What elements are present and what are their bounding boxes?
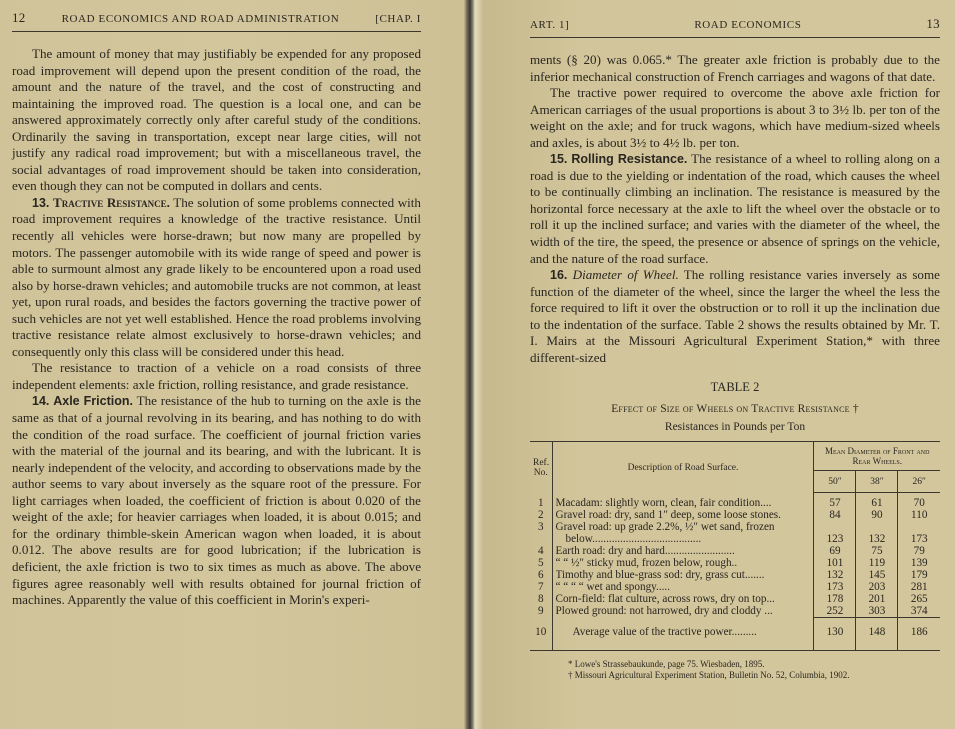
table-row <box>530 509 940 521</box>
section-14 <box>12 393 421 608</box>
table-row <box>530 493 940 510</box>
description-line: Gravel road: dry, sand 1″ deep, some loose stones. <box>555 509 781 522</box>
footnote-dagger: † Missouri Agricultural Experiment Station, Bulletin No. 52, Columbia, 1902. <box>568 670 850 681</box>
header-ref-no: Ref. No. <box>530 442 552 493</box>
resistance-value: 303 <box>856 605 898 618</box>
left-page <box>0 0 464 729</box>
road-surface-description <box>552 493 814 510</box>
average-value: 186 <box>898 618 940 651</box>
description-line: Macadam: slightly worn, clean, fair condition.... <box>555 496 772 509</box>
resistance-value: 75 <box>856 545 898 557</box>
resistance-value: 79 <box>913 545 925 558</box>
section-title: Tractive Resistance. <box>52 194 170 210</box>
table-caption: TABLE 2 <box>710 380 760 395</box>
description-line: “ “ ½″ sticky mud, frozen below, rough.. <box>555 557 738 570</box>
description-line: Corn-field: flat culture, across rows, dry on top... <box>555 593 775 606</box>
road-surface-description <box>552 521 814 545</box>
resistance-table <box>530 441 940 651</box>
resistance-value: 281 <box>910 581 928 594</box>
header-description: Description of Road Surface. <box>552 442 814 493</box>
section-text: The rolling resistance varies inversely as some function of the diameter of the wheel, since the larger the wheel the less the force required to lift it over the obstruction or to roll it up the inclination due to the indentation of the surface. Table 2 shows the results obtained by Mr. T. I. Mairs at the Missouri Agricultural Experiment Station,* with three different-sized <box>530 267 940 365</box>
description-line: Timothy and blue-grass sod: dry, grass cut....... <box>555 569 765 582</box>
table-row <box>530 593 940 605</box>
ref-number: 8 <box>530 593 552 605</box>
road-surface-description <box>552 593 814 605</box>
header-diameter-50: 50″ <box>814 471 856 493</box>
resistance-value: 119 <box>856 557 898 569</box>
section-number: 15. <box>550 152 568 167</box>
road-surface-description <box>552 581 814 593</box>
paragraph-tractive-power: The tractive power required to overcome the above axle friction for American carriages of the usual proportions is about 3 to 3½ lb. per ton of the weight on the axle; and for truck wagons, which have medium-sized wheels and axles, is about 3½ to 4½ lb. per ton. <box>530 85 940 150</box>
description-line: “ “ “ “ wet and spongy..... <box>555 581 671 594</box>
section-15 <box>530 151 940 267</box>
resistance-value: 374 <box>910 605 928 618</box>
section-16 <box>530 267 940 366</box>
running-head-right <box>530 16 940 38</box>
resistance-value: 179 <box>910 569 928 582</box>
table-row <box>530 581 940 593</box>
running-title-right: ROAD ECONOMICS <box>694 19 802 31</box>
resistance-value: 173 <box>814 581 856 593</box>
road-surface-description <box>552 557 814 569</box>
resistance-value: 70 <box>913 497 925 510</box>
resistance-value: 265 <box>910 593 928 606</box>
right-page <box>484 0 955 729</box>
page-number-left: 12 <box>12 10 26 25</box>
table-row-average <box>530 618 940 651</box>
table-row <box>530 557 940 569</box>
running-title-left: ROAD ECONOMICS AND ROAD ADMINISTRATION <box>61 13 340 25</box>
page-number-right: 13 <box>926 16 940 31</box>
table-2 <box>530 380 940 651</box>
resistance-value: 110 <box>911 509 928 522</box>
right-body-text <box>530 52 940 366</box>
book-gutter <box>464 0 484 729</box>
section-text: The resistance of the hub to turning on the axle is the same as that of a journal revolving in its bearing, and has nothing to do with the condition of the road surface. The coefficient of journal friction varies with the material of the journal and its bearing, and with the lubricant. It is nearly independent of the velocity, and according to observations made by the author seems to vary about inversely as the square root of the pressure. For light carriages when loaded, the coefficient of friction is about 0.020 of the weight of the axle; for heavier carriages when loaded, it is about 0.015; and for the ordinary thimble-skein American wagon when loaded, it is about 0.012. The above results are for good lubrication; if the lubrication is deficient, the axle friction is two to six times as much as above. The above figures agree reasonably well with results obtained for journal friction of machines. Apparently the value of this coefficient in Morin's experi- <box>12 393 421 608</box>
ref-number: 10 <box>530 618 552 651</box>
resistance-value: 69 <box>814 545 856 557</box>
table-body <box>530 493 940 651</box>
table-row <box>530 545 940 557</box>
section-number: 16. <box>550 268 568 283</box>
road-surface-description <box>552 605 814 618</box>
section-title: Rolling Resistance. <box>571 152 688 167</box>
section-number: 13. <box>32 195 50 210</box>
left-body-text <box>12 46 421 609</box>
description-line: Average value of the tractive power......... <box>572 625 757 638</box>
resistance-value: 132 <box>814 569 856 581</box>
section-13 <box>12 195 421 360</box>
table-row <box>530 521 940 545</box>
resistance-value: 178 <box>814 593 856 605</box>
description-line: Gravel road: up grade 2.2%, ½″ wet sand, frozen <box>555 521 775 534</box>
table-row <box>530 605 940 618</box>
table-title: Effect of Size of Wheels on Tractive Resistance † <box>611 403 859 416</box>
section-title: Axle Friction. <box>53 394 133 409</box>
header-mean-diameter: Mean Diameter of Front and Rear Wheels. <box>814 442 940 471</box>
footnotes <box>530 659 940 681</box>
ref-number: 6 <box>530 569 552 581</box>
road-surface-description <box>552 618 814 651</box>
paragraph-resistance-elements: The resistance to traction of a vehicle on a road consists of three independent elements: axle friction, rolling resistance, and grade resistance. <box>12 360 421 392</box>
description-line: Plowed ground: not harrowed, dry and cloddy ... <box>555 605 773 618</box>
section-text: The resistance of a wheel to rolling along on a road is due to the yielding or indentation of the road, which causes the wheel to be continually climbing an inclination. The resistance is measured by the horizontal force necessary at the axle to lift the wheel over the obstacle or to roll it up the inclined surface; and varies with the diameter of the wheel, the width of the tire, the speed, the presence or absence of springs on the vehicle, and the nature of the road surface. <box>530 151 940 266</box>
ref-number: 2 <box>530 509 552 521</box>
resistance-value: 173 <box>910 533 928 546</box>
section-title: Diameter of Wheel. <box>572 267 679 283</box>
resistance-value: 123 <box>814 521 856 545</box>
road-surface-description <box>552 569 814 581</box>
resistance-value: 61 <box>856 493 898 510</box>
resistance-value: 139 <box>910 557 928 570</box>
resistance-value: 57 <box>814 493 856 510</box>
ref-number: 4 <box>530 545 552 557</box>
section-text: The solution of some problems connected with road improvement requires a knowledge of the tractive resistance. Until recently all vehicles were horse-drawn; but now many are propelled by motors. The passenger automobile with its wide range of speed and power is able to surmount almost any grade likely to be encountered upon a road used also by horse-drawn vehicles; and automobile trucks are not common, at least yet, upon rural roads, and besides the factors governing the tractive power of such vehicles are not yet well established. Hence the road problems involving tractive resistance relate almost exclusively to horse-drawn vehicles; and consequently only this class will be considered under this head. <box>12 194 421 359</box>
footnote-asterisk: * Lowe's Strassebaukunde, page 75. Wiesbaden, 1895. <box>568 659 765 670</box>
average-value: 148 <box>856 618 898 651</box>
paragraph-road-improvement: The amount of money that may justifiably be expended for any proposed road improvement will depend upon the present condition of the road, the amount and the nature of the travel, and the cost of constructing and maintaining the improved road. The question is a local one, and can be answered approximately correctly only after careful study of the conditions. Ordinarily the saving in transportation, except near large cities, will not justify any radical road improvement; but with a miscellaneous travel, the social advantages of road improvement should be taken into consideration, even though they can not be computed in dollars and cents. <box>12 46 421 194</box>
resistance-value: 201 <box>856 593 898 605</box>
ref-number: 1 <box>530 493 552 510</box>
resistance-value: 90 <box>856 509 898 521</box>
header-diameter-38: 38″ <box>856 471 898 493</box>
running-head-left <box>12 10 421 32</box>
average-value: 130 <box>814 618 856 651</box>
resistance-value: 101 <box>814 557 856 569</box>
resistance-value: 145 <box>856 569 898 581</box>
table-row <box>530 569 940 581</box>
article-label: ART. 1] <box>530 19 570 31</box>
table-subtitle: Resistances in Pounds per Ton <box>664 421 806 434</box>
description-line: Earth road: dry and hard......................... <box>555 545 735 558</box>
paragraph-continuation: ments (§ 20) was 0.065.* The greater axle friction is probably due to the inferior mechanical construction of French carriages and wagons of that date. <box>530 52 940 84</box>
road-surface-description <box>552 509 814 521</box>
ref-number: 3 <box>530 521 552 545</box>
ref-number: 9 <box>530 605 552 618</box>
resistance-value: 252 <box>814 605 856 618</box>
ref-number: 7 <box>530 581 552 593</box>
chapter-label: [CHAP. I <box>375 13 421 25</box>
section-number: 14. <box>32 394 50 409</box>
resistance-value: 203 <box>856 581 898 593</box>
resistance-value: 132 <box>856 521 898 545</box>
description-line: below....................................... <box>565 533 702 546</box>
road-surface-description <box>552 545 814 557</box>
resistance-value: 84 <box>814 509 856 521</box>
ref-number: 5 <box>530 557 552 569</box>
header-diameter-26: 26″ <box>898 471 940 493</box>
